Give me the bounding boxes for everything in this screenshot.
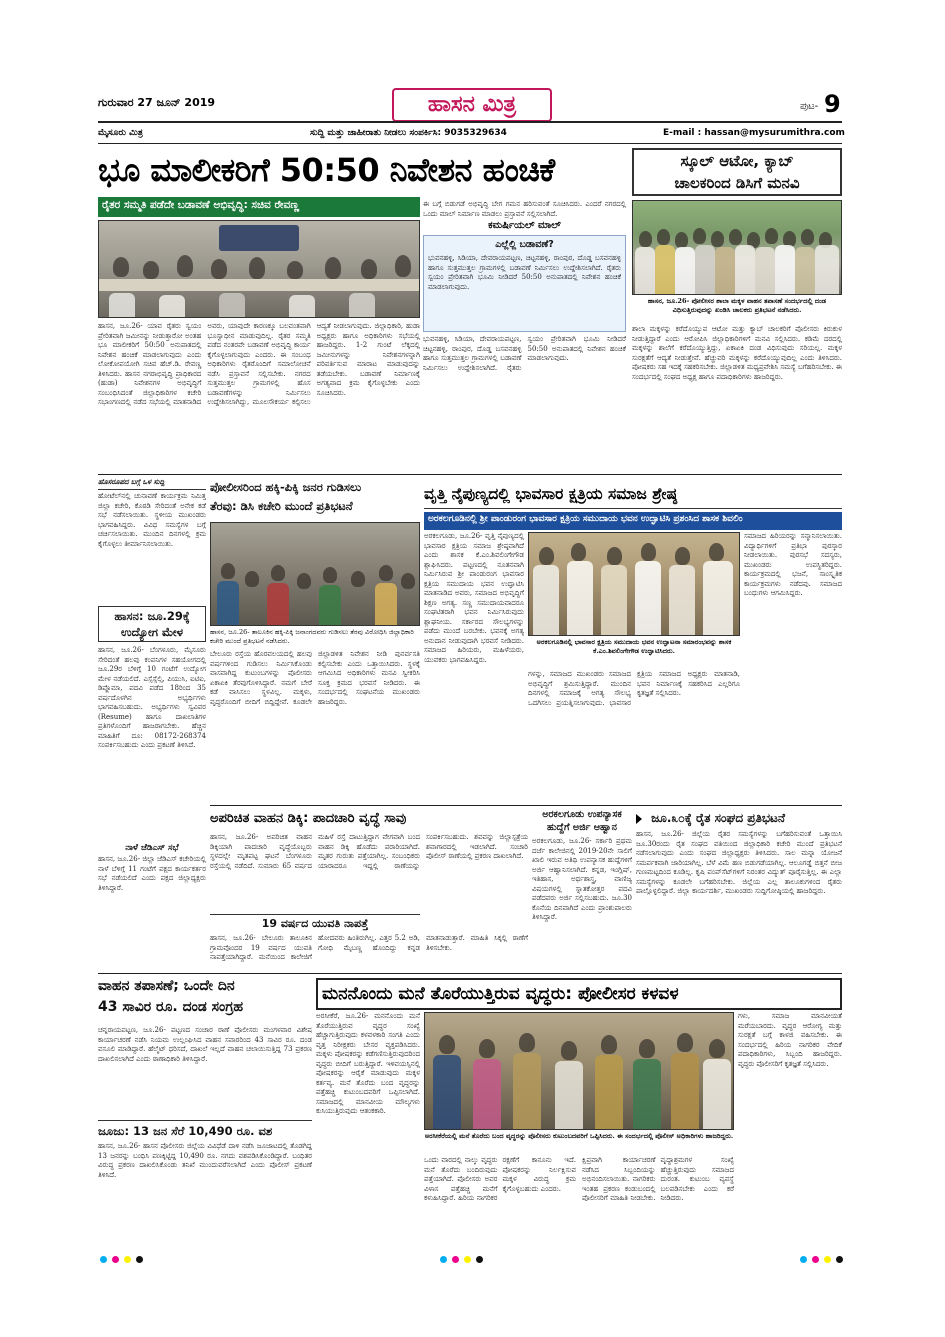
section-rule-3 xyxy=(98,973,842,974)
masthead-title: ಹಾಸನ ಮಿತ್ರ xyxy=(427,92,517,117)
auto-headline-box xyxy=(632,148,842,196)
jobs-body-2: ಹಾಸನ, ಜೂ.26- ಬೆಂಗಳೂರು, ಮೈಸೂರು ಸೇರಿದಂತೆ ಹಲವು ಕಂಪನಿಗಳ ಸಹಯೋಗದಲ್ಲಿ ಜೂ.29ರ ಬೆಳಿಗ್ಗೆ 10 ಗಂಟೆಗೆ ಉದ್ಯೋಗ ಮೇಳ ನಡೆಯಲಿದೆ. ಎಸ್ಸೆಸ್ಸೆಲ್ಸಿ, ಪಿಯುಸಿ, ಐಟಿಐ, ಡಿಪ್ಲೊಮಾ, ಪದವಿ ಪಡೆದ 18ರಿಂದ 35 ವರ್ಷದೊಳಗಿನ ಅಭ್ಯರ್ಥಿಗಳು ಭಾಗವಹಿಸಬಹುದು. ಅಭ್ಯರ್ಥಿಗಳು ಸ್ವವಿವರ (Resume) ಹಾಗೂ ದಾಖಲಾತಿಗಳ ಪ್ರತಿಗಳೊಂದಿಗೆ ಹಾಜರಾಗಬೇಕು. ಹೆಚ್ಚಿನ ಮಾಹಿತಿಗೆ ದೂ: 08172-268374 ಸಂಪರ್ಕಿಸಬಹುದು ಎಂದು ಪ್ರಕಟಣೆ ತಿಳಿಸಿದೆ. xyxy=(98,646,206,749)
header-rule xyxy=(98,121,842,123)
arakalagudu-box xyxy=(532,808,632,970)
vehicle-body: ಚನ್ನರಾಯಪಟ್ಟಣ, ಜೂ.26- ಪಟ್ಟಣದ ಸಂಚಾರ ಠಾಣೆ ಪೊಲೀಸರು ಮಂಗಳವಾರ ವಿಶೇಷ ಕಾರ್ಯಾಚರಣೆ ನಡೆಸಿ ನಿಯಮ ಉಲ್ಲಂಘಿಸಿದ ವಾಹನ ಸವಾರರಿಂದ 43 ಸಾವಿರ ರೂ. ದಂಡ ವಸೂಲಿ ಮಾಡಿದ್ದಾರೆ. ಹೆಲ್ಮೆಟ್ ಧರಿಸದೆ, ದಾಖಲೆ ಇಲ್ಲದೆ ವಾಹನ ಚಲಾಯಿಸುತ್ತಿದ್ದ 73 ಪ್ರಕರಣ ದಾಖಲಿಸಲಾಗಿದೆ ಎಂದು ಠಾಣಾಧಿಕಾರಿ ತಿಳಿಸಿದ್ದಾರೆ. xyxy=(98,1026,312,1063)
bhavasara-body-right: ಸಮಾಜದ ಹಿರಿಯರನ್ನು ಸನ್ಮಾನಿಸಲಾಯಿತು. ವಿದ್ಯಾರ್ಥಿಗಳಿಗೆ ಪ್ರತಿಭಾ ಪುರಸ್ಕಾರ ನೀಡಲಾಯಿತು. ಪುರಸಭೆ ಸದಸ್ಯರು, ಮುಖಂಡರು ಉಪಸ್ಥಿತರಿದ್ದರು. ಕಾರ್ಯಕ್ರಮದಲ್ಲಿ ಭಜನೆ, ಸಾಂಸ್ಕೃತಿಕ ಕಾರ್ಯಕ್ರಮಗಳು ನಡೆದವು. ಸಮಾಜದ ಬಂಧುಗಳು ಆಗಮಿಸಿದ್ದರು. xyxy=(744,532,842,597)
elders-headline: ಮನನೊಂದು ಮನೆ ತೊರೆಯುತ್ತಿರುವ ವೃದ್ಧರು: ಪೋಲೀಸರ ಕಳವಳ xyxy=(316,978,842,1010)
email-line: E-mail : hassan@mysurumithra.com xyxy=(663,128,845,138)
masthead xyxy=(392,88,552,122)
arakalagudu-headline: ಅರಕಲಗೂಡು ಉಪನ್ಯಾಸಕ ಹುದ್ದೆಗೆ ಅರ್ಜಿ ಆಹ್ವಾನ xyxy=(542,809,622,833)
police-headline xyxy=(210,478,420,520)
jobs-headline-box xyxy=(98,606,206,642)
page-number-box xyxy=(800,92,844,118)
accident-headline: ಅಪರಿಚಿತ ವಾಹನ ಡಿಕ್ಕಿ: ಪಾದಚಾರಿ ವೃದ್ಧೆ ಸಾವು xyxy=(210,811,407,826)
farmers-headline: ಜೂ.೩೦ಕ್ಕೆ ರೈತ ಸಂಘದ ಪ್ರತಿಭಟನೆ xyxy=(651,811,786,825)
lead-body-cont-text: ಭುವನಹಳ್ಳಿ, ಸಿಡಿಯಾ, ದೇವರಾಯಪಟ್ಟಣ, ಚಿಟ್ಟನಹಳ್ಳಿ, ರಾಂಪುರ, ದೊಡ್ಡ ಬಸವನಹಳ್ಳಿ ಹಾಗೂ ಸುತ್ತಮುತ್ತಲ ಗ್ರಾಮಗಳಲ್ಲಿ ಬಡಾವಣೆ ನಿರ್ಮಿಸಲು ಉದ್ದೇಶಿಸಲಾಗಿದೆ. ರೈತರು ಸ್ವಯಂ ಪ್ರೇರಿತವಾಗಿ ಭೂಮಿ ನೀಡಿದರೆ 50:50 ಅನುಪಾತದಲ್ಲಿ ನಿವೇಶನ ಹಂಚಿಕೆ ಮಾಡಲಾಗುವುದು. xyxy=(423,335,626,372)
color-registration-right xyxy=(800,1256,843,1263)
elders-body-left: ಅರಸೀಕೆರೆ, ಜೂ.26- ಮನನೊಂದು ಮನೆ ತೊರೆಯುತ್ತಿರುವ ವೃದ್ಧರ ಸಂಖ್ಯೆ ಹೆಚ್ಚಾಗುತ್ತಿರುವುದು ಕಳವಳಕಾರಿ ಸಂಗತಿ ಎಂದು ವೃತ್ತ ನಿರೀಕ್ಷಕರು ಬೇಸರ ವ್ಯಕ್ತಪಡಿಸಿದರು. ಮಕ್ಕಳು ಪೋಷಕರನ್ನು ಕಡೆಗಣಿಸುತ್ತಿರುವುದರಿಂದ ವೃದ್ಧರು ಬೀದಿಗೆ ಬರುತ್ತಿದ್ದಾರೆ. ಇಳಿವಯಸ್ಸಿನಲ್ಲಿ ಪೋಷಕರನ್ನು ಆರೈಕೆ ಮಾಡುವುದು ಮಕ್ಕಳ ಕರ್ತವ್ಯ. ಮನೆ ತೊರೆದು ಬಂದ ವೃದ್ಧರನ್ನು ಪತ್ತೆಹಚ್ಚಿ ಕುಟುಂಬದವರಿಗೆ ಒಪ್ಪಿಸಲಾಗಿದೆ. ಸಮಾಜದಲ್ಲಿ ಮಾನವೀಯ ಮೌಲ್ಯಗಳು ಕುಸಿಯುತ್ತಿರುವುದು ಆತಂಕಕಾರಿ. xyxy=(316,1012,420,1115)
bhavasara-photo xyxy=(528,532,740,636)
lead-headline: ಭೂ ಮಾಲೀಕರಿಗೆ 50:50 ನಿವೇಶನ ಹಂಚಿಕೆ xyxy=(98,151,555,189)
jobs-subhead: ನಾಳೆ ಜೆಡಿಎಸ್ ಸಭೆ xyxy=(125,843,179,853)
police-headline-2: ತೆರವು: ಡಿಸಿ ಕಚೇರಿ ಮುಂದೆ ಪ್ರತಿಭಟನೆ xyxy=(210,499,353,513)
accident-sub-box xyxy=(210,914,420,932)
mall-intro: ಈ ಬಗ್ಗೆ ಬಿಡುಗಡೆ ಅಭಿವೃದ್ಧಿ ಬೇಗ ಗಮನ ಹರಿಸುವಂತೆ ಸೂಚಿಸಿದರು. ಎಂದರೆ ನಗರದಲ್ಲಿ ಒಂದು ಮಾಲ್ ನಿರ್ಮಾಣ ಮಾಡಲು ಪ್ರಸ್ತಾವನೆ ಸಲ್ಲಿಸಲಾಗಿದೆ. xyxy=(423,200,626,218)
police-headline-1: ಪೋಲೀಸರಿಂದ ಹಕ್ಕಿ-ಪಿಕ್ಕಿ ಜನರ ಗುಡಿಸಲು xyxy=(210,480,362,494)
page-number: 9 xyxy=(824,90,841,118)
accident-sub: 19 ವರ್ಷದ ಯುವತಿ ನಾಪತ್ತೆ xyxy=(261,917,369,930)
auto-photo xyxy=(632,200,842,295)
bhavasara-headline: ವೃತ್ತಿ ನೈಪುಣ್ಯದಲ್ಲಿ ಭಾವಸಾರ ಕ್ಷತ್ರಿಯ ಸಮಾಜ ಶ್ರೇಷ್ಠ xyxy=(424,480,842,509)
vehicle-headline-2: 43 ಸಾವಿರ ರೂ. ದಂಡ ಸಂಗ್ರಹ xyxy=(98,999,244,1015)
bhavasara-body-mid: ಗಳನ್ನು, ಸಮಾಜದ ಮುಖಂಡರು ಸಮಾಜದ ಅಭಿವೃದ್ಧಿಗೆ ಶ್ರಮಿಸುತ್ತಿದ್ದಾರೆ. ಮುಂದಿನ ದಿನಗಳಲ್ಲಿ ಸಮಾಜಕ್ಕೆ ಅಗತ್ಯ ಸೌಲಭ್ಯ ಒದಗಿಸಲು ಪ್ರಯತ್ನಿಸಲಾಗುವುದು. ಭಾವಸಾರ ಕ್ಷತ್ರಿಯ ಸಮಾಜದ ಅಧ್ಯಕ್ಷರು ಮಾತನಾಡಿ, ಭವನ ನಿರ್ಮಾಣಕ್ಕೆ ಸಹಕರಿಸಿದ ಎಲ್ಲರಿಗೂ ಕೃತಜ್ಞತೆ ಸಲ್ಲಿಸಿದರು. xyxy=(528,670,740,707)
page-label: ಪುಟ- xyxy=(800,101,819,112)
vehicle-headline-1: ವಾಹನ ತಪಾಸಣೆ; ಒಂದೇ ದಿನ xyxy=(98,978,235,994)
mall-box xyxy=(423,200,626,332)
source-tag: ಮೈಸೂರು ಮಿತ್ರ xyxy=(98,128,143,138)
elders-caption: ಅರಸೀಕೆರೆಯಲ್ಲಿ ಮನೆ ತೊರೆದು ಬಂದ ವೃದ್ಧರನ್ನು ಪೊಲೀಸರು ಕುಟುಂಬದವರಿಗೆ ಒಪ್ಪಿಸಿದರು. ಈ ಸಂದರ್ಭದಲ್ಲಿ ಪೊಲೀಸ್ ಅಧಿಕಾರಿಗಳು ಹಾಜರಿದ್ದರು. xyxy=(424,1132,734,1140)
lead-photo xyxy=(98,220,420,318)
jobs-body-3: ಹಾಸನ, ಜೂ.26- ಜಿಲ್ಲಾ ಜೆಡಿಎಸ್ ಕಚೇರಿಯಲ್ಲಿ ನಾಳೆ ಬೆಳಿಗ್ಗೆ 11 ಗಂಟೆಗೆ ಪಕ್ಷದ ಕಾರ್ಯಕರ್ತರ ಸಭೆ ನಡೆಯಲಿದೆ ಎಂದು ಪಕ್ಷದ ಜಿಲ್ಲಾಧ್ಯಕ್ಷರು ತಿಳಿಸಿದ್ದಾರೆ. xyxy=(98,855,206,892)
auto-body: ಶಾಲಾ ಮಕ್ಕಳನ್ನು ಕರೆದೊಯ್ಯುವ ಆಟೋ ಮತ್ತು ಕ್ಯಾಬ್ ಚಾಲಕರಿಗೆ ಪೊಲೀಸರು ಕಿರುಕುಳ ನೀಡುತ್ತಿದ್ದಾರೆ ಎಂದು ಆರೋಪಿಸಿ ಜಿಲ್ಲಾಧಿಕಾರಿಗಳಿಗೆ ಮನವಿ ಸಲ್ಲಿಸಿದರು. ಕಡಿಮೆ ದರದಲ್ಲಿ ಮಕ್ಕಳನ್ನು ಶಾಲೆಗೆ ಕರೆದೊಯ್ಯುತ್ತಿದ್ದು, ಏಕಾಏಕಿ ದಂಡ ವಿಧಿಸುವುದು ಸರಿಯಲ್ಲ. ಮಕ್ಕಳ ಸುರಕ್ಷತೆಗೆ ಆದ್ಯತೆ ನೀಡುತ್ತೇವೆ. ಹೆಚ್ಚುವರಿ ಮಕ್ಕಳನ್ನು ಕರೆದೊಯ್ಯುವುದಿಲ್ಲ ಎಂದು ತಿಳಿಸಿದರು. ಪೋಷಕರು ಸಹ ಇದಕ್ಕೆ ಸಹಕರಿಸಬೇಕು. ಜಿಲ್ಲಾಡಳಿತ ಮಧ್ಯಪ್ರವೇಶಿಸಿ ಸಮಸ್ಯೆ ಬಗೆಹರಿಸಬೇಕು. ಈ ಸಂದರ್ಭದಲ್ಲಿ ಸಂಘದ ಅಧ್ಯಕ್ಷ ಹಾಗೂ ಪದಾಧಿಕಾರಿಗಳು ಹಾಜರಿದ್ದರು. xyxy=(632,325,842,381)
vehicle-sub-box xyxy=(98,1120,312,1140)
jobs-headline: ಹಾಸನ: ಜೂ.29ಕ್ಕೆ ಉದ್ಯೋಗ ಮೇಳ xyxy=(114,609,190,639)
police-photo xyxy=(210,522,420,626)
farmers-headline-box xyxy=(636,808,842,828)
jobs-box xyxy=(98,478,206,898)
color-registration-mid xyxy=(440,1256,483,1263)
accident-sub-body: ಹಾಸನ, ಜೂ.26- ಬೇಲೂರು ತಾಲೂಕಿನ ಗ್ರಾಮವೊಂದರ 19 ವರ್ಷದ ಯುವತಿ ನಾಪತ್ತೆಯಾಗಿದ್ದಾರೆ. ಮನೆಯಿಂದ ಕಾಲೇಜಿಗೆ ಹೋದವರು ಹಿಂತಿರುಗಿಲ್ಲ. ಎತ್ತರ 5.2 ಅಡಿ, ಗೋಧಿ ಮೈಬಣ್ಣ ಹೊಂದಿದ್ದು ಕನ್ನಡ ಮಾತನಾಡುತ್ತಾರೆ. ಮಾಹಿತಿ ಸಿಕ್ಕಲ್ಲಿ ಠಾಣೆಗೆ ತಿಳಿಸಬೇಕು. xyxy=(210,934,528,961)
bhavasara-strap: ಅರಕಲಗೂಡಿನಲ್ಲಿ ಶ್ರೀ ಪಾಂಡುರಂಗ ಭಾವಸಾರ ಕ್ಷತ್ರಿಯ ಸಮುದಾಯ ಭವನ ಉದ್ಘಾಟಿಸಿ ಪ್ರಶಂಸಿದ ಶಾಸಕ ಶಿವಲಿಂ xyxy=(424,512,842,530)
meeting-table xyxy=(99,279,420,291)
section-rule-2 xyxy=(210,805,842,806)
header-rule-2 xyxy=(98,143,842,144)
section-rule-1 xyxy=(98,474,842,475)
auto-caption: ಹಾಸನ, ಜೂ.26- ಪೋಲೀಸರ ಶಾಲಾ ಮಕ್ಕಳ ವಾಹನ ತಪಾಸಣೆ ಸಂದರ್ಭದಲ್ಲಿ ದಂಡ ವಿಧಿಸುತ್ತಿರುವುದನ್ನು ಖಂಡಿಸಿ ಚಾಲಕರು ಪ್ರತಿಭಟನೆ ನಡೆಸಿದರು. xyxy=(647,297,827,314)
elders-body-far: ಗಳು, ಸಮಾಜ ಮಾನವೀಯತೆ ಮರೆಯಬಾರದು. ವೃದ್ಧರ ಆರೋಗ್ಯ ಮತ್ತು ಸುರಕ್ಷತೆ ಬಗ್ಗೆ ಕಾಳಜಿ ವಹಿಸಬೇಕು. ಈ ಸಂದರ್ಭದಲ್ಲಿ ಹಿರಿಯ ನಾಗರಿಕರ ವೇದಿಕೆ ಪದಾಧಿಕಾರಿಗಳು, ಸಿಬ್ಬಂದಿ ಹಾಜರಿದ್ದರು. ವೃದ್ಧರು ಪೊಲೀಸರಿಗೆ ಕೃತಜ್ಞತೆ ಸಲ್ಲಿಸಿದರು. xyxy=(738,1012,842,1068)
jobs-body: ಹೋಟೆಲ್‌ನಲ್ಲಿ ಚುನಾವಣೆ ಕಾರ್ಯಕ್ರಮ ನಿಮಿತ್ತ ಜಿಲ್ಲಾ ಕಚೇರಿ, ಕೊಠಡಿ ಸೇರಿದಂತೆ ಅನೇಕ ಕಡೆ ಸಭೆ ನಡೆಸಲಾಯಿತು. ಸ್ಥಳೀಯ ಮುಖಂಡರು ಭಾಗವಹಿಸಿದ್ದರು. ವಿವಿಧ ಸಮಸ್ಯೆಗಳ ಬಗ್ಗೆ ಚರ್ಚಿಸಲಾಯಿತು. ಮುಂದಿನ ದಿನಗಳಲ್ಲಿ ಕ್ರಮ ಕೈಗೊಳ್ಳಲು ತೀರ್ಮಾನಿಸಲಾಯಿತು. xyxy=(98,492,206,548)
bhavasara-caption: ಅರಕಲಗೂಡಿನಲ್ಲಿ ಭಾವಸಾರ ಕ್ಷತ್ರಿಯ ಸಮುದಾಯ ಭವನ ಉದ್ಘಾಟನಾ ಸಮಾರಂಭವನ್ನು ಶಾಸಕ ಕೆ.ಎಂ.ಶಿವಲಿಂಗೇಗೌಡ ಉದ್ಘಾಟಿಸಿದರು. xyxy=(536,638,732,655)
bhavasara-body-left: ಅರಕಲಗೂಡು, ಜೂ.26- ವೃತ್ತಿ ನೈಪುಣ್ಯದಲ್ಲಿ ಭಾವಸಾರ ಕ್ಷತ್ರಿಯ ಸಮಾಜ ಶ್ರೇಷ್ಠವಾಗಿದೆ ಎಂದು ಶಾಸಕ ಕೆ.ಎಂ.ಶಿವಲಿಂಗೇಗೌಡ ಶ್ಲಾಘಿಸಿದರು. ಪಟ್ಟಣದಲ್ಲಿ ನೂತನವಾಗಿ ನಿರ್ಮಿಸಿರುವ ಶ್ರೀ ಪಾಂಡುರಂಗ ಭಾವಸಾರ ಕ್ಷತ್ರಿಯ ಸಮುದಾಯ ಭವನ ಉದ್ಘಾಟಿಸಿ ಮಾತನಾಡಿದ ಅವರು, ಸಮಾಜದ ಅಭಿವೃದ್ಧಿಗೆ ಶಿಕ್ಷಣ ಅಗತ್ಯ. ಸಣ್ಣ ಸಮುದಾಯವಾದರೂ ಸಂಘಟಿತರಾಗಿ ಭವನ ನಿರ್ಮಿಸಿರುವುದು ಶ್ಲಾಘನೀಯ. ಸರ್ಕಾರದ ಸೌಲಭ್ಯಗಳನ್ನು ಪಡೆದು ಮುಂದೆ ಬರಬೇಕು. ಭವನಕ್ಕೆ ಅಗತ್ಯ ಅನುದಾನ ನೀಡುವುದಾಗಿ ಭರವಸೆ ನೀಡಿದರು. ಸಮಾಜದ ಹಿರಿಯರು, ಮಹಿಳೆಯರು, ಯುವಕರು ಭಾಗವಹಿಸಿದ್ದರು. xyxy=(424,532,524,664)
auto-headline-2: ಚಾಲಕರಿಂದ ಡಿಸಿಗೆ ಮನವಿ xyxy=(674,174,800,192)
vehicle-sub: ಜೂಜು: 13 ಜನ ಸೆರೆ 10,490 ರೂ. ವಶ xyxy=(98,1124,273,1138)
elders-photo xyxy=(424,1012,734,1130)
elders-body-mid: ಒಂದು ವಾರದಲ್ಲಿ ನಾಲ್ಕು ವೃದ್ಧರು ಮನೆ ತೊರೆದು ಬಂದಿರುವುದು ಪತ್ತೆಯಾಗಿದೆ. ಪೊಲೀಸರು ಅವರ ವಿಳಾಸ ಪತ್ತೆಹಚ್ಚಿ ಮನೆಗೆ ಕಳುಹಿಸಿದ್ದಾರೆ. ಹಿರಿಯ ನಾಗರಿಕರ ರಕ್ಷಣೆಗೆ ಕಾನೂನು ಇದೆ. ಪೋಷಕರನ್ನು ನಿರ್ಲಕ್ಷಿಸುವ ಮಕ್ಕಳ ವಿರುದ್ಧ ಕ್ರಮ ಕೈಗೊಳ್ಳಬಹುದು ಎಂದರು. xyxy=(424,1156,576,1202)
vehicle-sub-body: ಹಾಸನ, ಜೂ.26- ಹಾಸನ ಪೊಲೀಸರು ಜಿಲ್ಲೆಯ ವಿವಿಧೆಡೆ ದಾಳಿ ನಡೆಸಿ ಜೂಜಾಟದಲ್ಲಿ ತೊಡಗಿದ್ದ 13 ಜನರನ್ನು ಬಂಧಿಸಿ ಪಣಕ್ಕಿಟ್ಟಿದ್ದ 10,490 ರೂ. ನಗದು ವಶಪಡಿಸಿಕೊಂಡಿದ್ದಾರೆ. ಬಂಧಿತರ ವಿರುದ್ಧ ಪ್ರಕರಣ ದಾಖಲಿಸಿಕೊಂಡು ತನಿಖೆ ಮುಂದುವರೆಸಲಾಗಿದೆ ಎಂದು ಪೊಲೀಸ್ ಪ್ರಕಟಣೆ ತಿಳಿಸಿದೆ. xyxy=(98,1142,312,1179)
farmers-marker-icon xyxy=(636,814,642,824)
contact-line: ಸುದ್ದಿ ಮತ್ತು ಜಾಹೀರಾತು ನೀಡಲು ಸಂಪರ್ಕಿಸಿ: 9035329634 xyxy=(310,128,507,138)
vehicle-headline xyxy=(98,976,312,1022)
mall-title: ಕಮರ್ಷಿಯಲ್ ಮಾಲ್ xyxy=(488,220,561,231)
police-body: ಬೇಲೂರು ರಸ್ತೆಯ ಹೊರವಲಯದಲ್ಲಿ ಹಲವು ವರ್ಷಗಳಿಂದ ಗುಡಿಸಲು ನಿರ್ಮಿಸಿಕೊಂಡು ವಾಸವಾಗಿದ್ದ ಕುಟುಂಬಗಳನ್ನು ಪೊಲೀಸರು ಏಕಾಏಕಿ ತೆರವುಗೊಳಿಸಿದ್ದಾರೆ. ನಮಗೆ ಬೇರೆ ಕಡೆ ವಾಸಿಸಲು ಸ್ಥಳವಿಲ್ಲ. ಮಕ್ಕಳು, ವೃದ್ಧರೊಂದಿಗೆ ಬೀದಿಗೆ ಬಿದ್ದಿದ್ದೇವೆ. ಕೂಡಲೇ ಜಿಲ್ಲಾಡಳಿತ ನಿವೇಶನ ನೀಡಿ ಪುನರ್ವಸತಿ ಕಲ್ಪಿಸಬೇಕು ಎಂದು ಒತ್ತಾಯಿಸಿದರು. ಸ್ಥಳಕ್ಕೆ ಆಗಮಿಸಿದ ಅಧಿಕಾರಿಗಳು ಮನವಿ ಸ್ವೀಕರಿಸಿ ಸೂಕ್ತ ಕ್ರಮದ ಭರವಸೆ ನೀಡಿದರು. ಈ ಸಂದರ್ಭದಲ್ಲಿ ಸಂಘಟನೆಯ ಮುಖಂಡರು ಹಾಜರಿದ್ದರು. xyxy=(210,650,420,706)
jobs-kicker: ಹೊಸರೂಪದ ಬಗ್ಗೆ ಒಳ ಸುದ್ದಿ xyxy=(98,478,206,490)
mall-subhead: ಎಲ್ಲೆಲ್ಲಿ ಬಡಾವಣೆ? xyxy=(495,239,554,250)
meeting-banner xyxy=(219,225,299,251)
lead-body-cont xyxy=(423,335,626,472)
auto-headline-1: ಸ್ಕೂಲ್ ಆಟೋ, ಕ್ಯಾಬ್ xyxy=(680,152,794,170)
header-date: ಗುರುವಾರ 27 ಜೂನ್ 2019 xyxy=(98,96,216,109)
mall-panel xyxy=(423,235,626,332)
arakalagudu-body: ಅರಕಲಗೂಡು, ಜೂ.26- ಸರ್ಕಾರಿ ಪ್ರಥಮ ದರ್ಜೆ ಕಾಲೇಜಿನಲ್ಲಿ 2019-20ನೇ ಸಾಲಿಗೆ ಖಾಲಿ ಇರುವ ಅತಿಥಿ ಉಪನ್ಯಾಸಕ ಹುದ್ದೆಗಳಿಗೆ ಅರ್ಜಿ ಆಹ್ವಾನಿಸಲಾಗಿದೆ. ಕನ್ನಡ, ಇಂಗ್ಲಿಷ್, ಇತಿಹಾಸ, ಅರ್ಥಶಾಸ್ತ್ರ, ವಾಣಿಜ್ಯ ವಿಷಯಗಳಲ್ಲಿ ಸ್ನಾತಕೋತ್ತರ ಪದವಿ ಪಡೆದವರು ಅರ್ಜಿ ಸಲ್ಲಿಸಬಹುದು. ಜೂ.30 ಕೊನೆಯ ದಿನವಾಗಿದೆ ಎಂದು ಪ್ರಾಂಶುಪಾಲರು ತಿಳಿಸಿದ್ದಾರೆ. xyxy=(532,837,632,921)
lead-strap: ರೈತರ ಸಮ್ಮತಿ ಪಡೆದೇ ಬಡಾವಣೆ ಅಭಿವೃದ್ಧಿ: ಸಚಿವ ರೇವಣ್ಣ xyxy=(98,197,420,217)
accident-body: ಹಾಸನ, ಜೂ.26- ಅಪರಿಚಿತ ವಾಹನ ಡಿಕ್ಕಿಯಾಗಿ ಪಾದಚಾರಿ ವೃದ್ಧೆಯೊಬ್ಬರು ಸ್ಥಳದಲ್ಲೇ ಮೃತಪಟ್ಟ ಘಟನೆ ಬೆಂಗಳೂರು ರಸ್ತೆಯಲ್ಲಿ ನಡೆದಿದೆ. ಸುಮಾರು 65 ವರ್ಷದ ಮಹಿಳೆ ರಸ್ತೆ ದಾಟುತ್ತಿದ್ದಾಗ ವೇಗವಾಗಿ ಬಂದ ವಾಹನ ಡಿಕ್ಕಿ ಹೊಡೆದು ಪರಾರಿಯಾಗಿದೆ. ಮೃತರ ಗುರುತು ಪತ್ತೆಯಾಗಿಲ್ಲ. ಸಂಬಂಧಿಕರು ಯಾರಾದರೂ ಇದ್ದಲ್ಲಿ ಠಾಣೆಯನ್ನು ಸಂಪರ್ಕಿಸಬಹುದು. ಶವವನ್ನು ಜಿಲ್ಲಾಸ್ಪತ್ರೆಯ ಶವಾಗಾರದಲ್ಲಿ ಇಡಲಾಗಿದೆ. ಸಂಚಾರಿ ಪೊಲೀಸ್ ಠಾಣೆಯಲ್ಲಿ ಪ್ರಕರಣ ದಾಖಲಾಗಿದೆ. xyxy=(210,833,528,870)
color-registration-left xyxy=(100,1256,143,1263)
police-caption: ಹಾಸನ, ಜೂ.26- ತಾಲೂಕಿನ ಹಕ್ಕಿ-ಪಿಕ್ಕಿ ಜನಾಂಗದವರು ಗುಡಿಸಲು ತೆರವು ವಿರೋಧಿಸಿ ಜಿಲ್ಲಾಧಿಕಾರಿ ಕಚೇರಿ ಮುಂದೆ ಪ್ರತಿಭಟನೆ ನಡೆಸಿದರು. xyxy=(210,628,414,645)
lead-body: ಹಾಸನ, ಜೂ.26- ಯಾವ ರೈತರು ಸ್ವಯಂ ಪ್ರೇರಿತವಾಗಿ ಜಮೀನನ್ನು ನೀಡುತ್ತಾರೋ ಅಂತಹ ಭೂ ಮಾಲೀಕರಿಗೆ 50:50 ಅನುಪಾತದಲ್ಲಿ ನಿವೇಶನ ಹಂಚಿಕೆ ಮಾಡಲಾಗುವುದು ಎಂದು ಲೋಕೋಪಯೋಗಿ ಸಚಿವ ಹೆಚ್.ಡಿ. ರೇವಣ್ಣ ತಿಳಿಸಿದರು. ಹಾಸನ ನಗರಾಭಿವೃದ್ಧಿ ಪ್ರಾಧಿಕಾರದ (ಹುಡಾ) ನಿವೇಶನಗಳ ಅಭಿವೃದ್ಧಿಗೆ ಸಂಬಂಧಿಸಿದಂತೆ ಜಿಲ್ಲಾಧಿಕಾರಿಗಳ ಕಚೇರಿ ಸಭಾಂಗಣದಲ್ಲಿ ನಡೆದ ಸಭೆಯಲ್ಲಿ ಮಾತನಾಡಿದ ಅವರು, ಯಾವುದೇ ಕಾರಣಕ್ಕೂ ಬಲವಂತವಾಗಿ ಭೂಸ್ವಾಧೀನ ಮಾಡುವುದಿಲ್ಲ. ರೈತರ ಸಮ್ಮತಿ ಪಡೆದ ನಂತರವೇ ಬಡಾವಣೆ ಅಭಿವೃದ್ಧಿ ಕಾರ್ಯ ಕೈಗೊಳ್ಳಲಾಗುವುದು ಎಂದರು. ಈ ಸಂಬಂಧ ಅಧಿಕಾರಿಗಳು ರೈತರೊಂದಿಗೆ ಸಮಾಲೋಚನೆ ನಡೆಸಿ ಪ್ರಸ್ತಾವನೆ ಸಲ್ಲಿಸಬೇಕು. ನಗರದ ಸುತ್ತಮುತ್ತಲ ಗ್ರಾಮಗಳಲ್ಲಿ ಹೊಸ ಬಡಾವಣೆಗಳನ್ನು ನಿರ್ಮಿಸಲು ಉದ್ದೇಶಿಸಲಾಗಿದ್ದು, ಮೂಲಸೌಕರ್ಯ ಕಲ್ಪಿಸಲು ಆದ್ಯತೆ ನೀಡಲಾಗುವುದು. ಜಿಲ್ಲಾಧಿಕಾರಿ, ಹುಡಾ ಅಧ್ಯಕ್ಷರು ಹಾಗೂ ಅಧಿಕಾರಿಗಳು ಸಭೆಯಲ್ಲಿ ಹಾಜರಿದ್ದರು. 1-2 ಗುಂಟೆ ಲೆಕ್ಕದಲ್ಲಿ ಜಮೀನುಗಳನ್ನು ನಿವೇಶನಗಳನ್ನಾಗಿ ಪರಿವರ್ತಿಸುವ ಮಾರಾಟ ಮಾಡುವುದನ್ನು ತಡೆಯಬೇಕು. ಬಡಾವಣೆ ನಿರ್ಮಾಣಕ್ಕೆ ಅಗತ್ಯವಾದ ಕ್ರಮ ಕೈಗೊಳ್ಳಬೇಕು ಎಂದು ಸೂಚಿಸಿದರು. xyxy=(98,322,420,406)
elders-body-right: ಕ್ಷಿಪ್ರವಾಗಿ ಕಾರ್ಯಾಚರಣೆ ನಡೆಸಿದ ಸಿಬ್ಬಂದಿಯನ್ನು ಅಭಿನಂದಿಸಲಾಯಿತು. ನಾಗರಿಕರು ಇಂತಹ ಪ್ರಕರಣ ಕಂಡುಬಂದಲ್ಲಿ ಪೊಲೀಸರಿಗೆ ಮಾಹಿತಿ ನೀಡಬೇಕು. ವೃದ್ಧಾಶ್ರಮಗಳ ಸಂಖ್ಯೆ ಹೆಚ್ಚುತ್ತಿರುವುದು ಸಮಾಜದ ದುರಂತ. ಕುಟುಂಬ ವ್ಯವಸ್ಥೆ ಬಲಪಡಿಸಬೇಕು ಎಂದು ಕರೆ ನೀಡಿದರು. xyxy=(582,1156,734,1202)
mall-body: ಭುವನಹಳ್ಳಿ, ಸಿಡಿಯಾ, ದೇವರಾಯಪಟ್ಟಣ, ಚಿಟ್ಟನಹಳ್ಳಿ, ರಾಂಪುರ, ದೊಡ್ಡ ಬಸವನಹಳ್ಳಿ ಹಾಗೂ ಸುತ್ತಮುತ್ತಲ ಗ್ರಾಮಗಳಲ್ಲಿ ಬಡಾವಣೆ ನಿರ್ಮಿಸಲು ಉದ್ದೇಶಿಸಲಾಗಿದೆ. ರೈತರು ಸ್ವಯಂ ಪ್ರೇರಿತವಾಗಿ ಭೂಮಿ ನೀಡಿದರೆ 50:50 ಅನುಪಾತದಲ್ಲಿ ನಿವೇಶನ ಹಂಚಿಕೆ ಮಾಡಲಾಗುವುದು. xyxy=(428,254,621,291)
farmers-body: ಹಾಸನ, ಜೂ.26- ಜಿಲ್ಲೆಯ ರೈತರ ಸಮಸ್ಯೆಗಳನ್ನು ಬಗೆಹರಿಸುವಂತೆ ಒತ್ತಾಯಿಸಿ ಜೂ.30ರಂದು ರೈತ ಸಂಘದ ವತಿಯಿಂದ ಜಿಲ್ಲಾಧಿಕಾರಿ ಕಚೇರಿ ಮುಂದೆ ಪ್ರತಿಭಟನೆ ನಡೆಸಲಾಗುವುದು ಎಂದು ಸಂಘದ ಜಿಲ್ಲಾಧ್ಯಕ್ಷರು ತಿಳಿಸಿದರು. ಸಾಲ ಮನ್ನಾ ಯೋಜನೆ ಸಮರ್ಪಕವಾಗಿ ಜಾರಿಯಾಗಿಲ್ಲ. ಬೆಳೆ ವಿಮೆ ಹಣ ಬಿಡುಗಡೆಯಾಗಿಲ್ಲ. ಆಲೂಗಡ್ಡೆ ಬಿತ್ತನೆ ಬೀಜ ಗುಣಮಟ್ಟದಿಂದ ಕೂಡಿಲ್ಲ. ಕೃಷಿ ಪಂಪ್‌ಸೆಟ್‌ಗಳಿಗೆ ನಿರಂತರ ವಿದ್ಯುತ್ ಪೂರೈಸುತ್ತಿಲ್ಲ. ಈ ಎಲ್ಲಾ ಸಮಸ್ಯೆಗಳನ್ನು ಕೂಡಲೇ ಬಗೆಹರಿಸಬೇಕು. ಜಿಲ್ಲೆಯ ಎಲ್ಲ ತಾಲೂಕುಗಳಿಂದ ರೈತರು ಪಾಲ್ಗೊಳ್ಳಲಿದ್ದಾರೆ. ಜಿಲ್ಲಾ ಕಾರ್ಯದರ್ಶಿ, ಮುಖಂಡರು ಸುದ್ದಿಗೋಷ್ಠಿಯಲ್ಲಿ ಹಾಜರಿದ್ದರು. xyxy=(636,830,842,895)
